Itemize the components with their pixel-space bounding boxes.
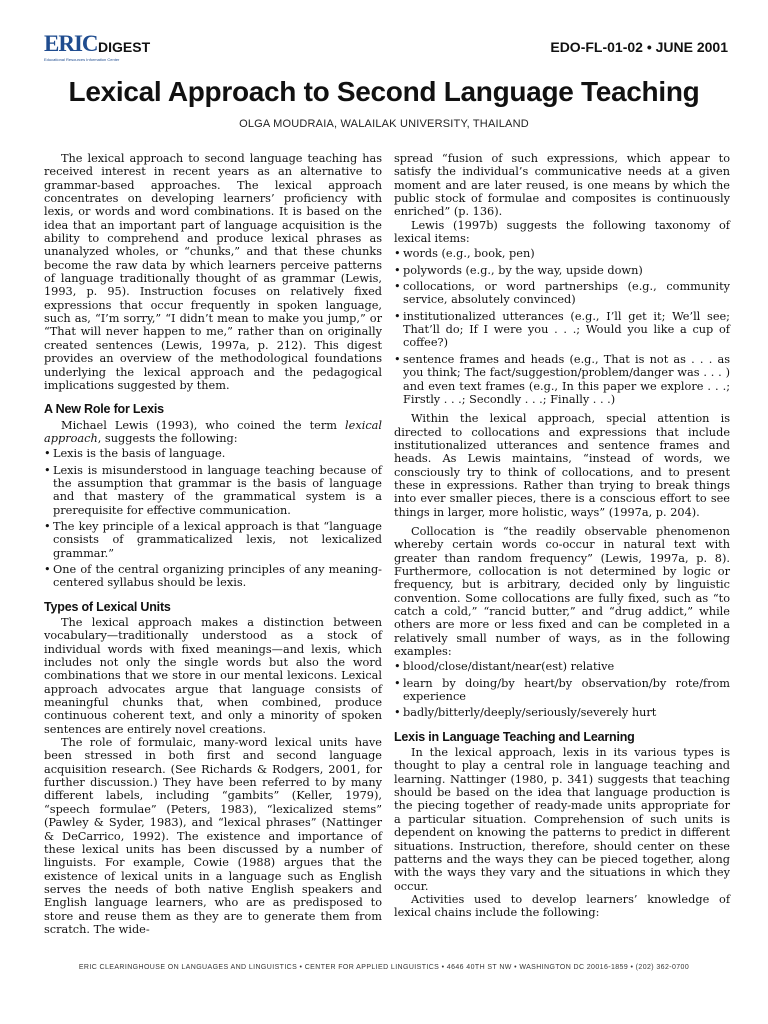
right-column (394, 152, 730, 920)
list-item: • polywords (e.g., by the way, upside down) (394, 264, 730, 277)
list-item: • sentence frames and heads (e.g., That is not as . . . as you think; The fact/suggestion/problem/danger was . . . ) and even text frames (e.g., In this paper we explore . . .; Firstly . . .; Secondly . . .; Finally . . .) (394, 353, 730, 406)
page-footer: ERIC CLEARINGHOUSE ON LANGUAGES AND LINGUISTICS • CENTER FOR APPLIED LINGUISTICS • 4646 40TH ST NW • WASHINGTON DC 20016-1859 • (202) 362-0700 (78, 964, 690, 971)
page-title: Lexical Approach to Second Language Teaching (68, 76, 700, 107)
paragraph-taxonomy-intro: Lewis (1997b) suggests the following taxonomy of lexical items: (394, 218, 730, 246)
eric-logo (44, 31, 120, 66)
paragraph-activities-intro: Activities used to develop learners’ knowledge of lexical chains include the following: (394, 892, 730, 920)
left-column (44, 152, 382, 936)
lexis-principles-list (44, 447, 382, 589)
paragraph-collocation-definition: Collocation is “the readily observable phenomenon whereby certain words co-occur in natural text with greater than random frequency” (Lewis, 1997a, p. 8). Furthermore, collocation is not determined by logic or frequency, but is arbitrary, decided only by linguistic convention. Some collocations are fully fixed, such as “to catch a cold,” “rancid butter,” and “drug addict,” while others are more or less fixed and can be completed in a relatively small number of ways, as in the following examples: (394, 524, 730, 659)
paragraph-continued: spread “fusion of such expressions, which appear to satisfy the individual’s communicative needs at a given moment and are later reused, is one means by which the public stock of formulae and composites is continuously enriched” (p. 136). (394, 152, 730, 219)
eric-logo-text: ERIC (44, 31, 98, 56)
paragraph-collocations-attention: Within the lexical approach, special attention is directed to collocations and expressions that include institutionalized utterances and sentence frames and heads. As Lewis maintains, “instead of words, we consciously try to think of collocations, and to present these in expressions. Rather than trying to break things into ever smaller pieces, there is a conscious effort to see things in larger, more holistic, ways” (1997a, p. 204). (394, 412, 730, 519)
list-item: • One of the central organizing principles of any meaning-centered syllabus should be lexis. (44, 563, 382, 590)
section-heading-types: Types of Lexical Units (44, 599, 171, 614)
eric-logo-subtitle: Educational Resources Information Center (44, 57, 120, 62)
list-item: • words (e.g., book, pen) (394, 247, 730, 260)
page-header (44, 30, 728, 66)
intro-paragraph: The lexical approach to second language teaching has received interest in recent years as an alternative to grammar-based approaches. The lexical approach concentrates on developing learners’ proficiency with lexis, or words and word combinations. It is based on the idea that an important part of language acquisition is the ability to comprehend and produce lexical phrases as unanalyzed wholes, or “chunks,” and that these chunks become the raw data by which learners perceive patterns of language traditionally thought of as grammar (Lewis, 1993, p. 95). Instruction focuses on relatively fixed expressions that occur frequently in spoken language, such as, “I’m sorry,” “I didn’t mean to make you jump,” or “That will never happen to me,” rather than on originally created sentences (Lewis, 1997a, p. 212). This digest provides an overview of the methodological foundations underlying the lexical approach and the pedagogical implications suggested by them. (44, 152, 382, 392)
list-item: • Lexis is misunderstood in language teaching because of the assumption that grammar is the basis of language and that mastery of the grammatical system is a prerequisite for effective communication. (44, 464, 382, 517)
section-heading-lexis-teaching: Lexis in Language Teaching and Learning (394, 729, 635, 744)
paragraph-formulaic-units: The role of formulaic, many-word lexical units have been stressed in both first and second language acquisition research. (See Richards & Rodgers, 2001, for further discussion.) They have been referred to by many different labels, including “gambits” (Keller, 1979), “speech formulae” (Peters, 1983), “lexicalized stems” (Pawley & Syder, 1983), and “lexical phrases” (Nattinger & DeCarrico, 1992). The existence and importance of these lexical units has been discussed by a number of linguists. For example, Cowie (1988) argues that the existence of lexical units in a language such as English serves the needs of both native English speakers and English language learners, who are as predisposed to store and reuse them as they are to generate them from scratch. The wide- (44, 736, 382, 936)
section-heading-new-role: A New Role for Lexis (44, 402, 164, 417)
list-item: • blood/close/distant/near(est) relative (394, 660, 730, 673)
list-item: • badly/bitterly/deeply/seriously/severely hurt (394, 706, 730, 719)
taxonomy-list (394, 247, 730, 406)
list-item: • collocations, or word partnerships (e.g., community service, absolutely convinced) (394, 280, 730, 307)
author-line: OLGA MOUDRAIA, WALAILAK UNIVERSITY, THAILAND (239, 118, 529, 130)
paragraph-vocabulary-lexis: The lexical approach makes a distinction between vocabulary—traditionally understood as a stock of individual words with fixed meanings—and lexis, which includes not only the single words but also the word combinations that we store in our mental lexicons. Lexical approach advocates argue that language consists of meaningful chunks that, when combined, produce continuous coherent text, and only a minority of spoken sentences are entirely novel creations. (44, 616, 382, 736)
edo-number: EDO-FL-01-02 • JUNE 2001 (550, 39, 728, 55)
digest-label: DIGEST (98, 39, 151, 55)
list-item: • institutionalized utterances (e.g., I’ll get it; We’ll see; That’ll do; If I were you . . .; Would you like a cup of coffee?) (394, 310, 730, 350)
paragraph-lexis-central-role: In the lexical approach, lexis in its various types is thought to play a central role in language teaching and learning. Nattinger (1980, p. 341) suggests that teaching should be based on the idea that language production is the piecing together of ready-made units appropriate for a particular situation. Comprehension of such units is dependent on knowing the patterns to predict in different situations. Instruction, therefore, should center on these patterns and the ways they can be pieced together, along with the ways they vary and the situations in which they occur. (394, 746, 730, 893)
list-item: • learn by doing/by heart/by observation/by rote/from experience (394, 677, 730, 704)
paragraph-lewis-1993: Michael Lewis (1993), who coined the term lexical approach, suggests the following: (44, 418, 382, 445)
list-item: • The key principle of a lexical approach is that “language consists of grammaticalized lexis, not lexicalized grammar.” (44, 520, 382, 560)
collocation-examples-list (394, 660, 730, 719)
list-item: • Lexis is the basis of language. (44, 447, 382, 460)
